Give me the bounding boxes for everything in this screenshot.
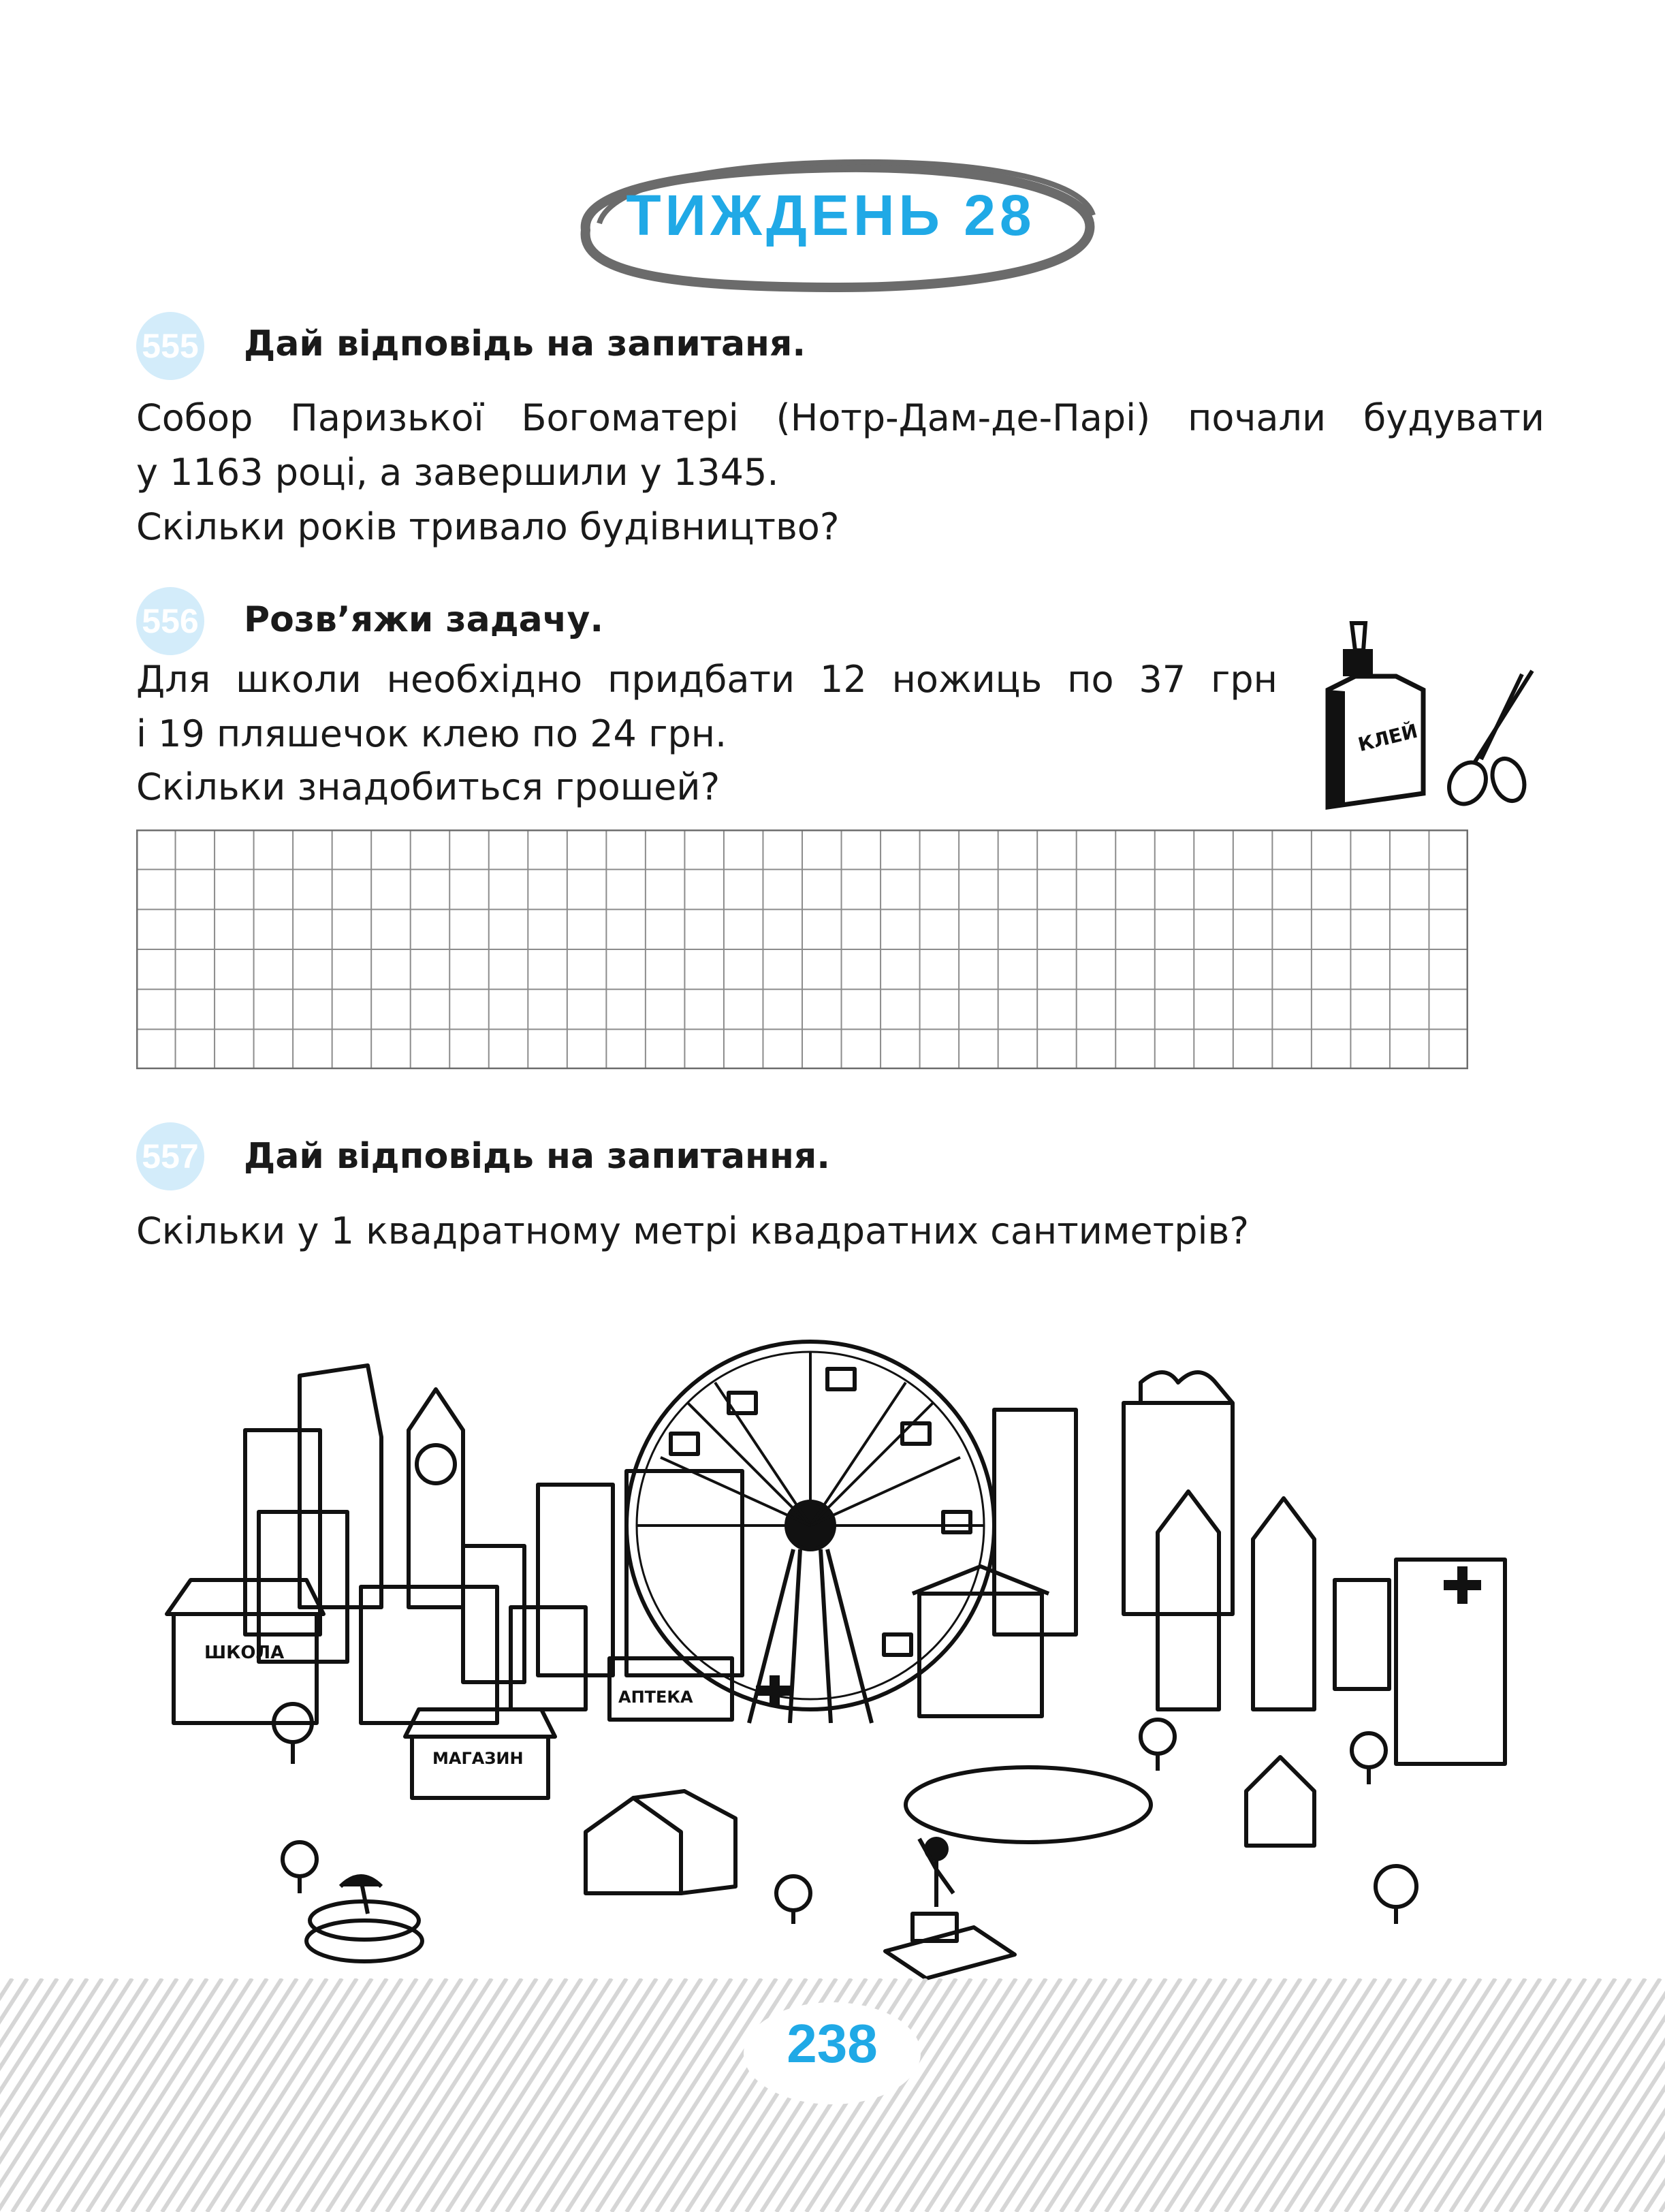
task-text-line: Для школи необхідно придбати 12 ножиць по 37 грн xyxy=(136,658,1278,701)
task-number-badge: 555 xyxy=(136,312,204,380)
school-label: ШКОЛА xyxy=(204,1643,285,1663)
glue-scissors-illustration xyxy=(1314,610,1539,821)
task-heading: Розв’яжи задачу. xyxy=(244,599,604,640)
statue-icon xyxy=(885,1837,1015,1978)
task-heading: Дай відповідь на запитання. xyxy=(244,1136,831,1177)
glue-label: КЛЕЙ xyxy=(1355,719,1421,757)
task-number-badge: 556 xyxy=(136,587,204,655)
task-text-line: Собор Паризької Богоматері (Нотр-Дам-де-Парі) почали будувати xyxy=(136,396,1544,439)
glue-bottle-icon xyxy=(1328,623,1423,807)
page-number: 238 xyxy=(787,2013,878,2074)
ferris-wheel-icon xyxy=(627,1342,994,1723)
scissors-icon xyxy=(1442,671,1532,810)
task-text-line: у 1163 році, а завершили у 1345. xyxy=(136,451,779,494)
task-text-line: і 19 пляшечок клею по 24 грн. xyxy=(136,712,727,755)
task-question: Скільки років тривало будівництво? xyxy=(136,505,840,548)
pharmacy-building-icon xyxy=(609,1658,793,1720)
shop-label: МАГАЗИН xyxy=(432,1749,524,1768)
task-question: Скільки у 1 квадратному метрі квадратних сантиметрів? xyxy=(136,1210,1249,1252)
answer-grid[interactable] xyxy=(136,830,1468,1069)
task-question: Скільки знадобиться грошей? xyxy=(136,765,720,808)
pharmacy-label: АПТЕКА xyxy=(618,1688,693,1707)
page-title: ТИЖДЕНЬ 28 xyxy=(626,183,1036,247)
hospital-building-icon xyxy=(1396,1560,1505,1764)
task-number-badge: 557 xyxy=(136,1122,204,1190)
fountain-icon xyxy=(306,1876,422,1961)
city-illustration xyxy=(157,1314,1519,1995)
task-heading: Дай відповідь на запитаня. xyxy=(244,323,806,364)
